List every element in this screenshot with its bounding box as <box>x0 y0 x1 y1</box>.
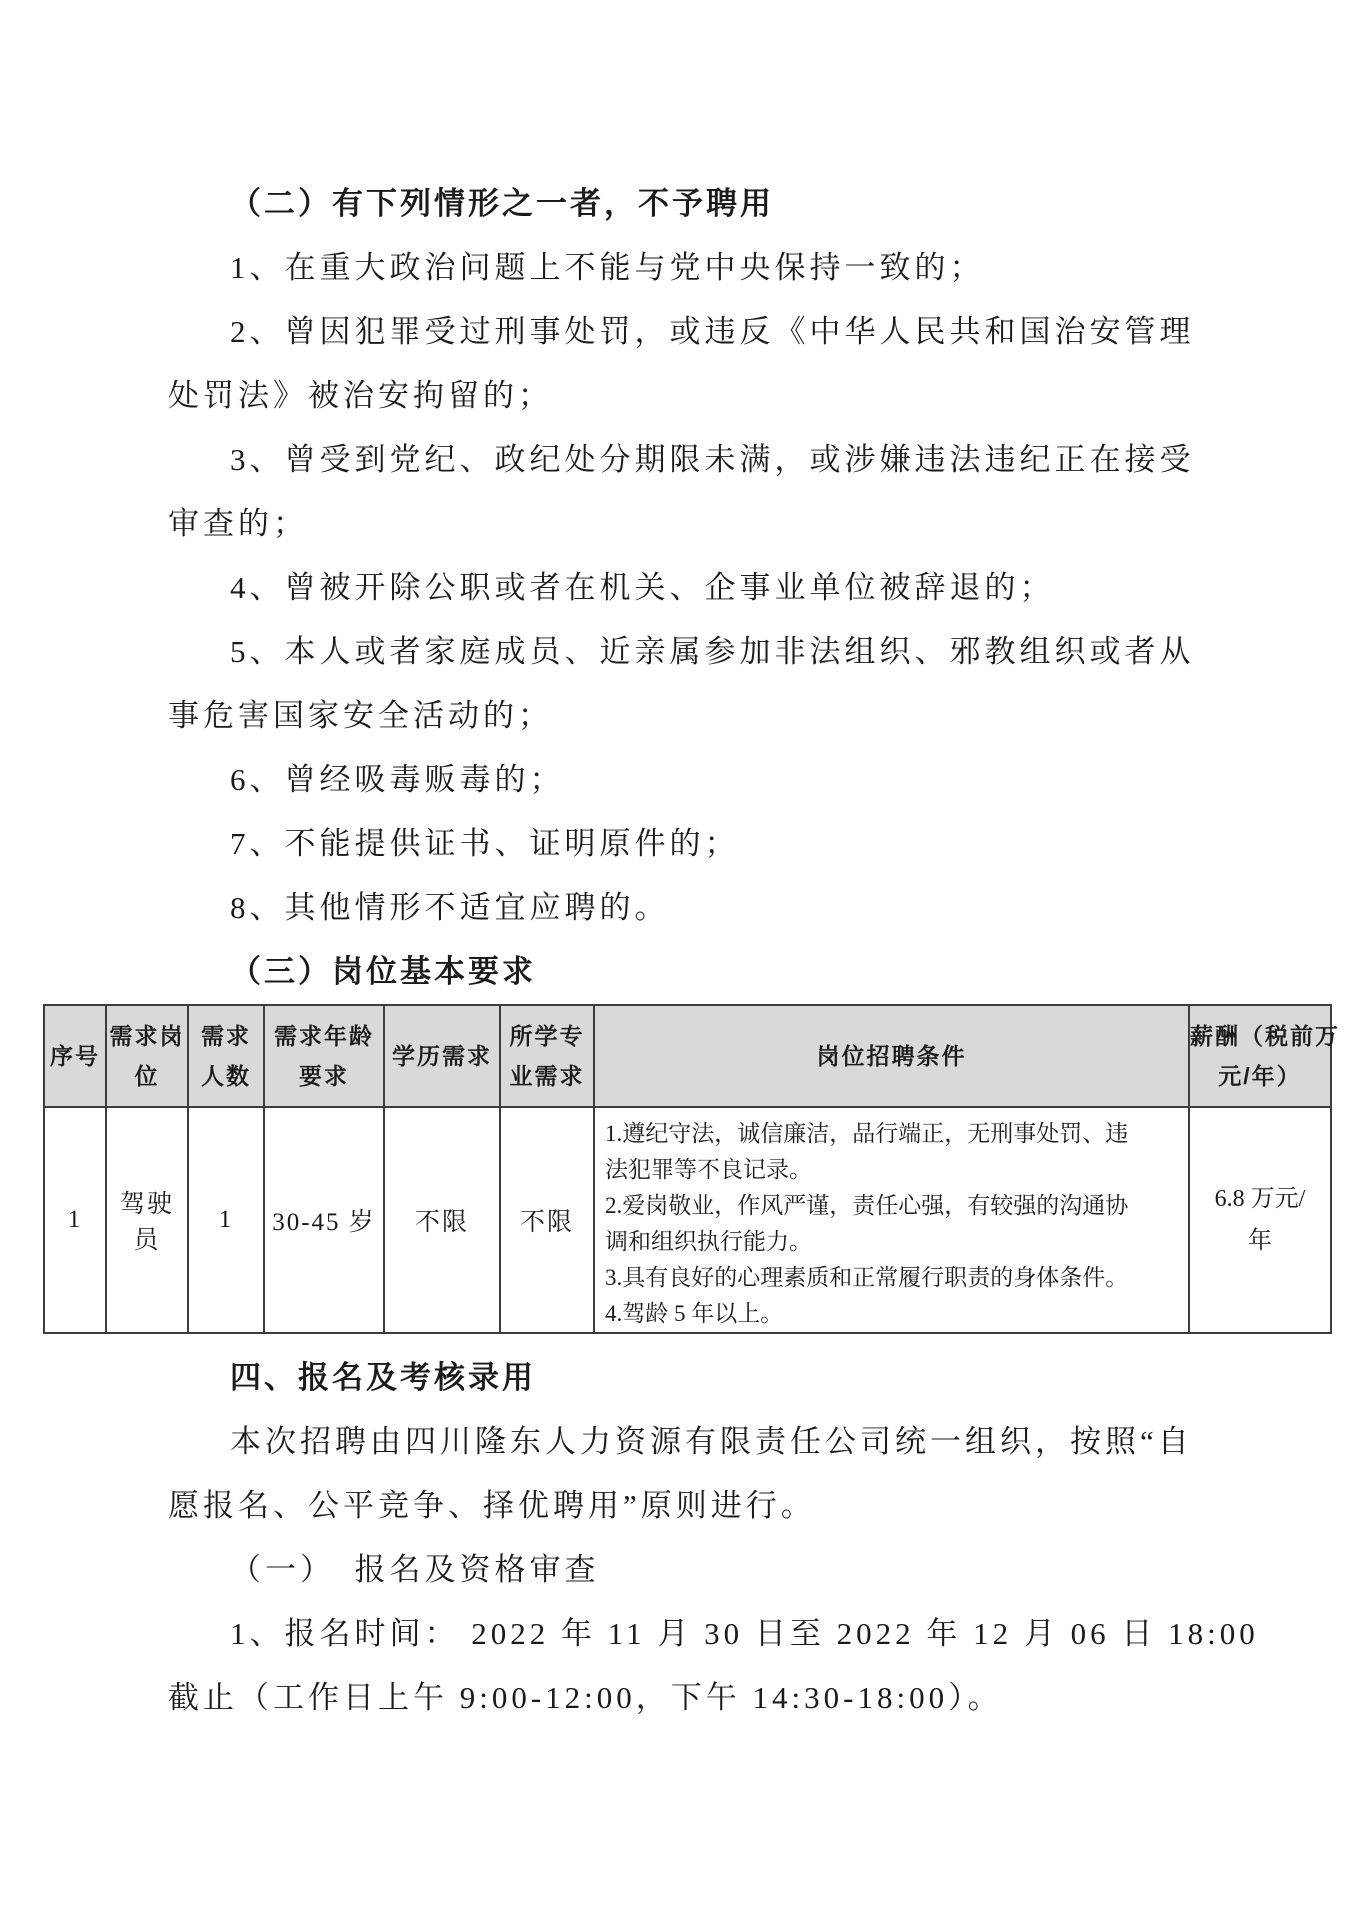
text-line: 1、报名时间： 2022 年 11 月 30 日至 2022 年 12 月 06 日 18:00 <box>230 1616 1259 1651</box>
text-line: 1、在重大政治问题上不能与党中央保持一致的； <box>230 250 985 285</box>
text-line: 审查的； <box>168 506 308 541</box>
text-line: 序号 <box>50 1043 100 1069</box>
recruit-intro-paragraph <box>168 1410 1216 1538</box>
col-header-education <box>384 1005 500 1107</box>
col-header-count <box>188 1005 264 1107</box>
text-line: 8、其他情形不适宜应聘的。 <box>230 890 670 925</box>
cell-conditions <box>594 1107 1189 1333</box>
text-line: 事危害国家安全活动的； <box>168 698 553 733</box>
section-2-heading <box>168 172 1216 236</box>
text-line: 本次招聘由四川隆东人力资源有限责任公司统一组织，按照“自 <box>230 1424 1193 1459</box>
col-header-major <box>500 1005 594 1107</box>
text-line: 四、报名及考核录用 <box>230 1360 536 1395</box>
text-line: 4.驾龄 5 年以上。 <box>605 1301 784 1326</box>
text-line: 1.遵纪守法，诚信廉洁，品行端正，无刑事处罚、违 <box>605 1121 1129 1146</box>
text-line: 5、本人或者家庭成员、近亲属参加非法组织、邪教组织或者从 <box>230 634 1195 669</box>
text-line: 位 <box>134 1063 160 1089</box>
cell-count: 1 <box>188 1107 264 1333</box>
text-line: （三）岗位基本要求 <box>230 954 536 989</box>
disqualify-item-7 <box>168 812 1216 876</box>
cell-post: 驾驶员 <box>106 1107 188 1333</box>
disqualification-section <box>168 0 1216 1004</box>
text-line: 2、曾因犯罪受过刑事处罚，或违反《中华人民共和国治安管理 <box>230 314 1195 349</box>
col-header-age <box>264 1005 384 1107</box>
text-line: 业需求 <box>509 1063 585 1089</box>
disqualify-item-6 <box>168 748 1216 812</box>
text-line: 要求 <box>299 1063 349 1089</box>
col-header-post <box>106 1005 188 1107</box>
text-line: 薪酬（税前万 <box>1190 1023 1340 1049</box>
cell-age: 30-45 岁 <box>264 1107 384 1333</box>
text-line: 处罚法》被治安拘留的； <box>168 378 553 413</box>
col-header-conditions <box>594 1005 1189 1107</box>
disqualify-item-4 <box>168 556 1216 620</box>
disqualify-item-5 <box>168 620 1216 748</box>
subsection-1-heading <box>168 1538 1216 1602</box>
position-requirements-table <box>43 1004 1340 1334</box>
text-line: 7、不能提供证书、证明原件的； <box>230 826 740 861</box>
signup-time-paragraph <box>168 1602 1259 1730</box>
section-4-heading <box>168 1346 1216 1410</box>
text-line: 年 <box>1248 1228 1272 1254</box>
text-line: 2.爱岗敬业，作风严谨，责任心强，有较强的沟通协 <box>605 1193 1129 1218</box>
text-line: 4、曾被开除公职或者在机关、企事业单位被辞退的； <box>230 570 1055 605</box>
disqualify-item-3 <box>168 428 1216 556</box>
text-line: 3、曾受到党纪、政纪处分期限未满，或涉嫌违法违纪正在接受 <box>230 442 1195 477</box>
text-line: 6、曾经吸毒贩毒的； <box>230 762 565 797</box>
section-3-heading <box>168 940 1216 1004</box>
disqualify-item-2 <box>168 300 1216 428</box>
cell-education: 不限 <box>384 1107 500 1333</box>
text-line: 需求年龄 <box>274 1023 374 1049</box>
text-line: 学历需求 <box>392 1043 492 1069</box>
table-row <box>44 1107 1331 1333</box>
disqualify-item-8 <box>168 876 1216 940</box>
text-line: 人数 <box>201 1063 251 1089</box>
text-line: 法犯罪等不良记录。 <box>605 1157 812 1182</box>
disqualify-item-1 <box>168 236 1216 300</box>
text-line: 6.8 万元/ <box>1214 1186 1306 1212</box>
cell-seq: 1 <box>44 1107 106 1333</box>
text-line: 岗位招聘条件 <box>816 1043 967 1069</box>
table-header-row <box>44 1005 1331 1107</box>
cell-salary <box>1189 1107 1331 1333</box>
col-header-seq <box>44 1005 106 1107</box>
text-line: 所学专 <box>509 1023 585 1049</box>
text-line: （二）有下列情形之一者，不予聘用 <box>230 186 774 221</box>
col-header-salary <box>1189 1005 1340 1107</box>
cell-major: 不限 <box>500 1107 594 1333</box>
text-line: （一） 报名及资格审查 <box>230 1552 600 1587</box>
application-section <box>168 1346 1259 1730</box>
text-line: 愿报名、公平竞争、择优聘用”原则进行。 <box>168 1488 816 1523</box>
text-line: 需求岗 <box>109 1023 185 1049</box>
text-line: 截止（工作日上午 9:00-12:00，下午 14:30-18:00）。 <box>168 1680 1003 1715</box>
text-line: 需求 <box>201 1023 251 1049</box>
text-line: 调和组织执行能力。 <box>605 1229 812 1254</box>
text-line: 元/年） <box>1218 1063 1302 1089</box>
text-line: 3.具有良好的心理素质和正常履行职责的身体条件。 <box>605 1265 1129 1290</box>
